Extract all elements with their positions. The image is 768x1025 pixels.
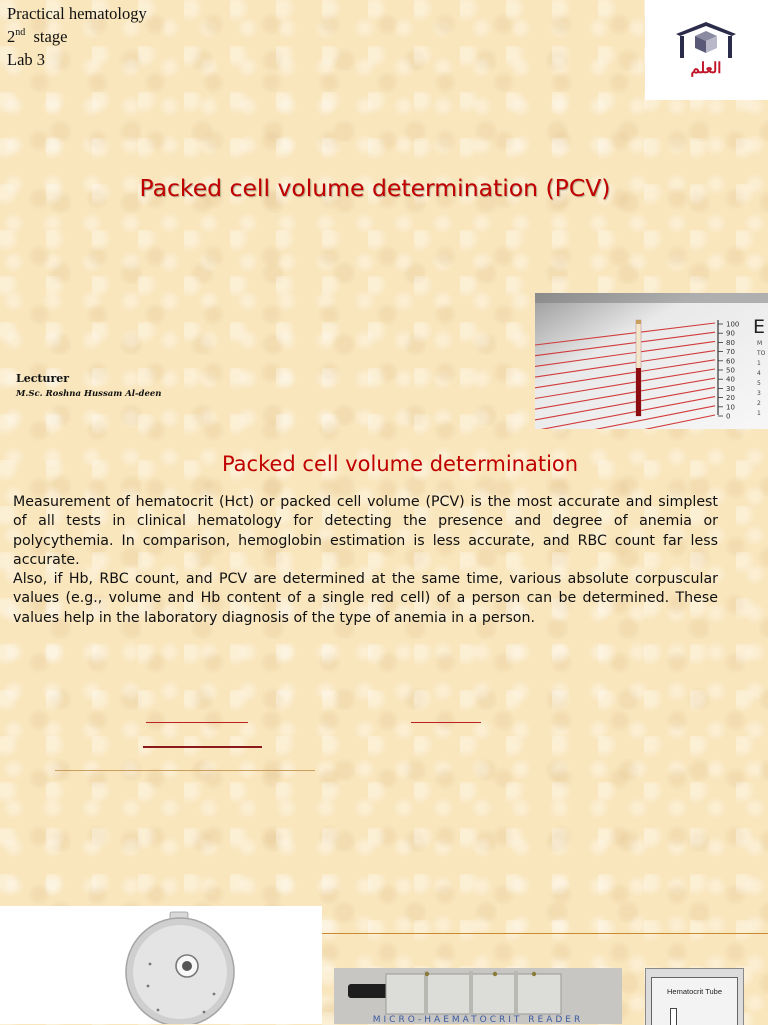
course-title: Practical hematology [7, 4, 147, 23]
header-info [7, 2, 147, 71]
tube-chart-panel [651, 977, 738, 1025]
hematocrit-reader-illustration [535, 293, 768, 429]
stage-word: stage [33, 27, 68, 46]
centrifuge-illustration [0, 906, 322, 1024]
decorative-rule [55, 770, 315, 771]
lab-number: Lab 3 [7, 50, 46, 69]
reader-side-label: M [757, 340, 763, 347]
reader-scale-tick-label: 0 [726, 412, 731, 421]
reader-scale-tick-label: 40 [726, 375, 735, 384]
stage-line [7, 25, 147, 48]
decorative-rule [143, 746, 262, 748]
reader-scale-tick-label: 30 [726, 384, 735, 393]
reader-scale-tick-label: 80 [726, 338, 735, 347]
reader-side-label: 1 [757, 360, 761, 367]
college-logo [645, 0, 768, 100]
lecturer-label: Lecturer [16, 372, 70, 385]
reader-scale-tick-label: 10 [726, 403, 735, 412]
decorative-rule [146, 722, 248, 723]
centrifuge-photo [0, 906, 322, 1024]
reader-side-label: 4 [757, 370, 761, 377]
tube-outline [670, 1008, 677, 1025]
tube-chart-label: Hematocrit Tube [666, 987, 723, 996]
decorative-rule [411, 722, 481, 723]
reader-side-label: 1 [757, 410, 761, 417]
reader-side-label: TO [757, 350, 766, 357]
reader-scale-tick-label: 70 [726, 348, 735, 357]
reader-side-label: 2 [757, 400, 761, 407]
reader-scale-tick-label: 50 [726, 366, 735, 375]
micro-reader-label: MICRO-HAEMATOCRIT READER [372, 1015, 584, 1024]
stage-number: 2 [7, 27, 16, 46]
reader-scale-tick-label: 20 [726, 394, 735, 403]
micro-haematocrit-reader-photo [334, 968, 622, 1024]
hematocrit-tube-chart [645, 968, 744, 1025]
lecturer-name: M.Sc. Roshna Hussam Al-deen [16, 389, 162, 399]
body-paragraph-1: Measurement of hematocrit (Hct) or packed cell volume (PCV) is the most accurate and simplest of all tests in clinical hematology for detecting the presence and degree of anemia or polycythemia. In comparison, hemoglobin estimation is less accurate, and RBC count far less accurate. [13, 494, 718, 568]
decorative-rule [322, 933, 768, 934]
graduation-house-logo-icon [672, 19, 740, 61]
section-heading: Packed cell volume determination [221, 452, 579, 476]
body-paragraph-2: Also, if Hb, RBC count, and PCV are determined at the same time, various absolute corpuscular values (e.g., volume and Hb content of a single red cell) of a person can be determined. These values help in the laboratory diagnosis of the type of anemia in a person. [13, 571, 718, 626]
lecturer-block [16, 372, 161, 399]
reader-scale-tick-label: 60 [726, 357, 735, 366]
stage-suffix: nd [15, 27, 26, 38]
svg-text:E: E [753, 316, 766, 338]
reader-side-label: 5 [757, 380, 761, 387]
reader-scale-tick-label: 90 [726, 329, 735, 338]
body-text [13, 493, 718, 628]
reader-side-label: 3 [757, 390, 761, 397]
logo-script-text: العلم [690, 59, 722, 77]
slide-title: Packed cell volume determination (PCV) [139, 174, 611, 202]
reader-scale-tick-label: 100 [726, 320, 740, 329]
hematocrit-reader-photo [535, 293, 768, 429]
